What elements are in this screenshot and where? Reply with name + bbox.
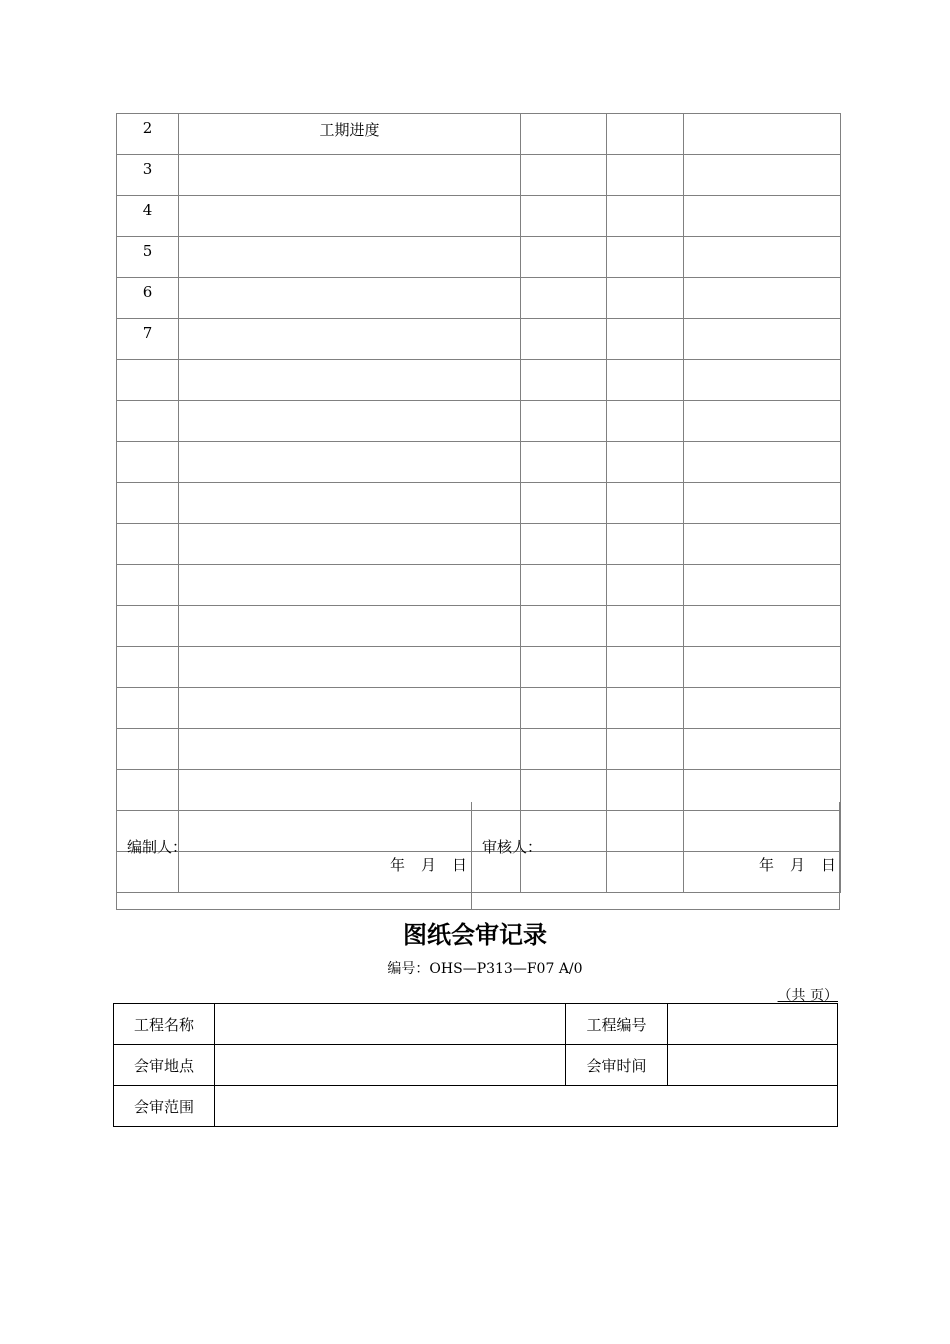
row-cell[interactable] bbox=[521, 606, 607, 647]
prepared-by-cell bbox=[117, 802, 472, 909]
row-cell[interactable] bbox=[607, 319, 684, 360]
row-cell[interactable] bbox=[684, 360, 841, 401]
row-item bbox=[179, 647, 521, 688]
project-name-field[interactable] bbox=[215, 1004, 566, 1045]
row-item bbox=[179, 319, 521, 360]
table-row bbox=[117, 442, 841, 483]
project-no-field[interactable] bbox=[668, 1004, 838, 1045]
row-item bbox=[179, 401, 521, 442]
row-cell[interactable] bbox=[684, 401, 841, 442]
row-number bbox=[117, 606, 179, 647]
row-cell[interactable] bbox=[684, 196, 841, 237]
row-cell[interactable] bbox=[521, 237, 607, 278]
scope-field[interactable] bbox=[215, 1086, 838, 1127]
record-code: 编号：OHS—P313—F07 A/0 bbox=[387, 961, 583, 977]
table-row bbox=[117, 319, 841, 360]
table-row bbox=[117, 360, 841, 401]
row-item bbox=[179, 524, 521, 565]
schedule-table bbox=[116, 113, 841, 893]
table-row bbox=[117, 237, 841, 278]
row-cell[interactable] bbox=[521, 155, 607, 196]
row-number bbox=[117, 647, 179, 688]
row-item bbox=[179, 729, 521, 770]
row-item bbox=[179, 565, 521, 606]
reviewed-by-label: 审核人： bbox=[482, 838, 543, 856]
row-cell[interactable] bbox=[607, 442, 684, 483]
row-cell[interactable] bbox=[521, 483, 607, 524]
row-cell[interactable] bbox=[521, 442, 607, 483]
row-cell[interactable] bbox=[607, 278, 684, 319]
row-cell[interactable] bbox=[521, 688, 607, 729]
row-number: 2 bbox=[117, 114, 179, 155]
row-cell[interactable] bbox=[607, 688, 684, 729]
row-number: 4 bbox=[117, 196, 179, 237]
row-cell[interactable] bbox=[607, 565, 684, 606]
table-row bbox=[117, 278, 841, 319]
row-item bbox=[179, 688, 521, 729]
row-number bbox=[117, 483, 179, 524]
row-cell[interactable] bbox=[521, 524, 607, 565]
row-cell[interactable] bbox=[684, 237, 841, 278]
row-cell[interactable] bbox=[521, 114, 607, 155]
row-cell[interactable] bbox=[684, 647, 841, 688]
row-cell[interactable] bbox=[521, 647, 607, 688]
row-cell[interactable] bbox=[684, 688, 841, 729]
date-year: 年 bbox=[758, 856, 774, 874]
table-row bbox=[117, 196, 841, 237]
location-label: 会审地点 bbox=[114, 1045, 215, 1086]
reviewed-by-cell bbox=[472, 802, 840, 909]
row-cell[interactable] bbox=[684, 278, 841, 319]
table-row bbox=[117, 401, 841, 442]
project-name-label: 工程名称 bbox=[114, 1004, 215, 1045]
row-cell[interactable] bbox=[607, 524, 684, 565]
row-cell[interactable] bbox=[607, 114, 684, 155]
row-cell[interactable] bbox=[684, 606, 841, 647]
row-number: 5 bbox=[117, 237, 179, 278]
row-cell[interactable] bbox=[684, 114, 841, 155]
row-item bbox=[179, 196, 521, 237]
row-cell[interactable] bbox=[521, 278, 607, 319]
row-item bbox=[179, 483, 521, 524]
date-month: 月 bbox=[789, 856, 805, 874]
time-label: 会审时间 bbox=[566, 1045, 668, 1086]
table-row bbox=[117, 565, 841, 606]
table-row bbox=[117, 524, 841, 565]
row-cell[interactable] bbox=[684, 483, 841, 524]
page-count: （共 页） bbox=[777, 988, 838, 1004]
row-cell[interactable] bbox=[521, 729, 607, 770]
row-cell[interactable] bbox=[607, 360, 684, 401]
row-number bbox=[117, 401, 179, 442]
row-item bbox=[179, 442, 521, 483]
row-item bbox=[179, 606, 521, 647]
row-number: 6 bbox=[117, 278, 179, 319]
row-cell[interactable] bbox=[684, 729, 841, 770]
row-cell[interactable] bbox=[684, 155, 841, 196]
row-number bbox=[117, 565, 179, 606]
row-cell[interactable] bbox=[684, 319, 841, 360]
row-cell[interactable] bbox=[607, 155, 684, 196]
time-field[interactable] bbox=[668, 1045, 838, 1086]
location-field[interactable] bbox=[215, 1045, 566, 1086]
row-number bbox=[117, 360, 179, 401]
date-day: 日 bbox=[451, 856, 467, 874]
table-row bbox=[117, 729, 841, 770]
row-number: 7 bbox=[117, 319, 179, 360]
row-number bbox=[117, 524, 179, 565]
row-cell[interactable] bbox=[684, 442, 841, 483]
row-item bbox=[179, 278, 521, 319]
row-item bbox=[179, 155, 521, 196]
row-cell[interactable] bbox=[521, 196, 607, 237]
date-day: 日 bbox=[820, 856, 836, 874]
row-cell[interactable] bbox=[684, 524, 841, 565]
row-cell[interactable] bbox=[607, 483, 684, 524]
row-cell[interactable] bbox=[684, 565, 841, 606]
table-row bbox=[117, 483, 841, 524]
signature-block bbox=[116, 802, 840, 910]
row-item bbox=[179, 360, 521, 401]
table-row bbox=[117, 606, 841, 647]
row-number bbox=[117, 688, 179, 729]
row-cell[interactable] bbox=[607, 237, 684, 278]
row-item bbox=[179, 237, 521, 278]
table-row bbox=[117, 155, 841, 196]
prepared-by-label: 编制人： bbox=[127, 838, 188, 856]
row-cell[interactable] bbox=[607, 606, 684, 647]
date-year: 年 bbox=[389, 856, 405, 874]
row-cell[interactable] bbox=[521, 401, 607, 442]
table-row bbox=[117, 114, 841, 155]
row-number bbox=[117, 442, 179, 483]
project-no-label: 工程编号 bbox=[566, 1004, 668, 1045]
reviewed-date bbox=[743, 854, 836, 875]
table-row bbox=[117, 688, 841, 729]
row-cell[interactable] bbox=[521, 360, 607, 401]
row-cell[interactable] bbox=[521, 319, 607, 360]
date-month: 月 bbox=[420, 856, 436, 874]
row-number: 3 bbox=[117, 155, 179, 196]
table-row bbox=[117, 647, 841, 688]
scope-label: 会审范围 bbox=[114, 1086, 215, 1127]
row-number bbox=[117, 729, 179, 770]
record-title: 图纸会审记录 bbox=[403, 920, 547, 949]
prepared-date bbox=[374, 854, 467, 875]
row-cell[interactable] bbox=[607, 401, 684, 442]
review-info-table bbox=[113, 1003, 838, 1127]
row-item: 工期进度 bbox=[179, 114, 521, 155]
row-cell[interactable] bbox=[607, 196, 684, 237]
row-cell[interactable] bbox=[607, 647, 684, 688]
row-cell[interactable] bbox=[521, 565, 607, 606]
row-cell[interactable] bbox=[607, 729, 684, 770]
